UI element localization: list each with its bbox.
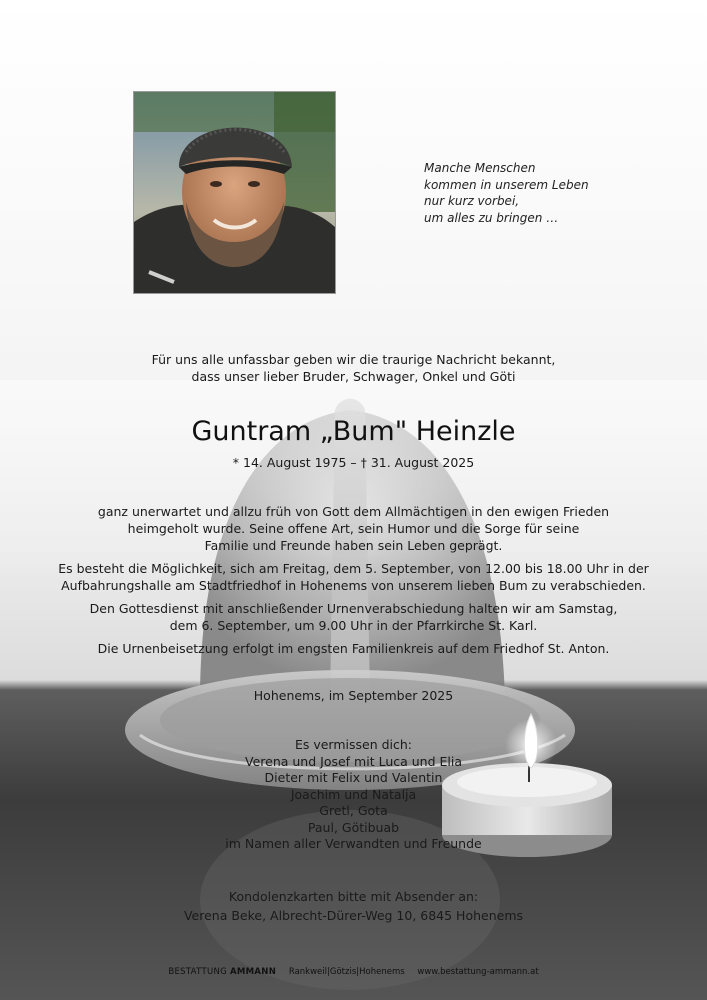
separator: | [327,967,330,977]
paragraph-line: Aufbahrungshalle am Stadtfriedhof in Hohenems von unserem lieben Bum zu verabschieden. [61,578,646,593]
paragraph-line: Familie und Freunde haben sein Leben geprägt. [204,538,503,553]
condolence-address-line: Verena Beke, Albrecht-Dürer-Weg 10, 6845 Hohenems [183,908,524,923]
intro-line: dass unser lieber Bruder, Schwager, Onkel und Göti [191,369,516,384]
portrait-image [134,92,335,293]
announcement-intro [0,351,707,385]
paragraph-eulogy [0,503,707,554]
location-item: Rankweil [288,967,327,977]
quote-line: Manche Menschen [424,161,536,175]
paragraph-line: Die Urnenbeisetzung erfolgt im engsten Familienkreis auf dem Friedhof St. Anton. [97,641,610,656]
website-link[interactable]: www.bestattung-ammann.at [417,967,539,977]
paragraph-service [0,600,707,634]
paragraph-viewing [0,560,707,594]
mourner-line: Joachim und Natalja [290,786,417,802]
separator: | [356,967,360,977]
mourners-list [0,737,707,853]
paragraph-line: dem 6. September, um 9.00 Uhr in der Pfarrkirche St. Karl. [169,618,538,633]
life-dates: * 14. August 1975 – † 31. August 2025 [232,455,475,470]
location-item: Götzis [329,967,357,977]
mourners-heading: Es vermissen dich: [294,737,413,752]
paragraph-line: ganz unerwartet und allzu früh von Gott dem Allmächtigen in den ewigen Frieden [97,504,610,519]
mourner-line: Verena und Josef mit Luca und Elia [245,753,462,769]
location-item: Hohenems [359,967,405,977]
mourner-line: im Namen aller Verwandten und Freunde [225,836,482,851]
mourner-line: Paul, Götibuab [307,819,400,835]
memorial-quote [424,160,644,226]
mourner-line: Gretl, Gota [319,803,388,818]
deceased-name: Guntram „Bum" Heinzle [191,416,516,447]
intro-line: Für uns alle unfassbar geben wir die traurige Nachricht bekannt, [151,352,556,367]
quote-line: kommen in unserem Leben [424,177,589,192]
condolence-heading: Kondolenzkarten bitte mit Absender an: [228,889,479,904]
brand-prefix: BESTATTUNG [168,967,228,977]
mourner-line: Dieter mit Felix und Valentin [264,770,443,785]
paragraph-burial [0,640,707,657]
quote-line: nur kurz vorbei, [424,194,520,208]
paragraph-line: Es besteht die Möglichkeit, sich am Freitag, dem 5. September, von 12.00 bis 18.00 Uhr in der [58,561,649,576]
place-date: Hohenems, im September 2025 [253,688,454,703]
portrait-photo [133,91,336,294]
funeral-home-footer [0,967,707,977]
brand-name: AMMANN [230,967,277,977]
funeral-home-logo [168,967,276,977]
quote-line: um alles zu bringen … [424,210,559,225]
condolence-address [0,887,707,925]
paragraph-line: Den Gottesdienst mit anschließender Urnenverabschiedung halten wir am Samstag, [89,601,618,616]
paragraph-line: heimgeholt wurde. Seine offene Art, sein Humor und die Sorge für seine [127,521,580,536]
